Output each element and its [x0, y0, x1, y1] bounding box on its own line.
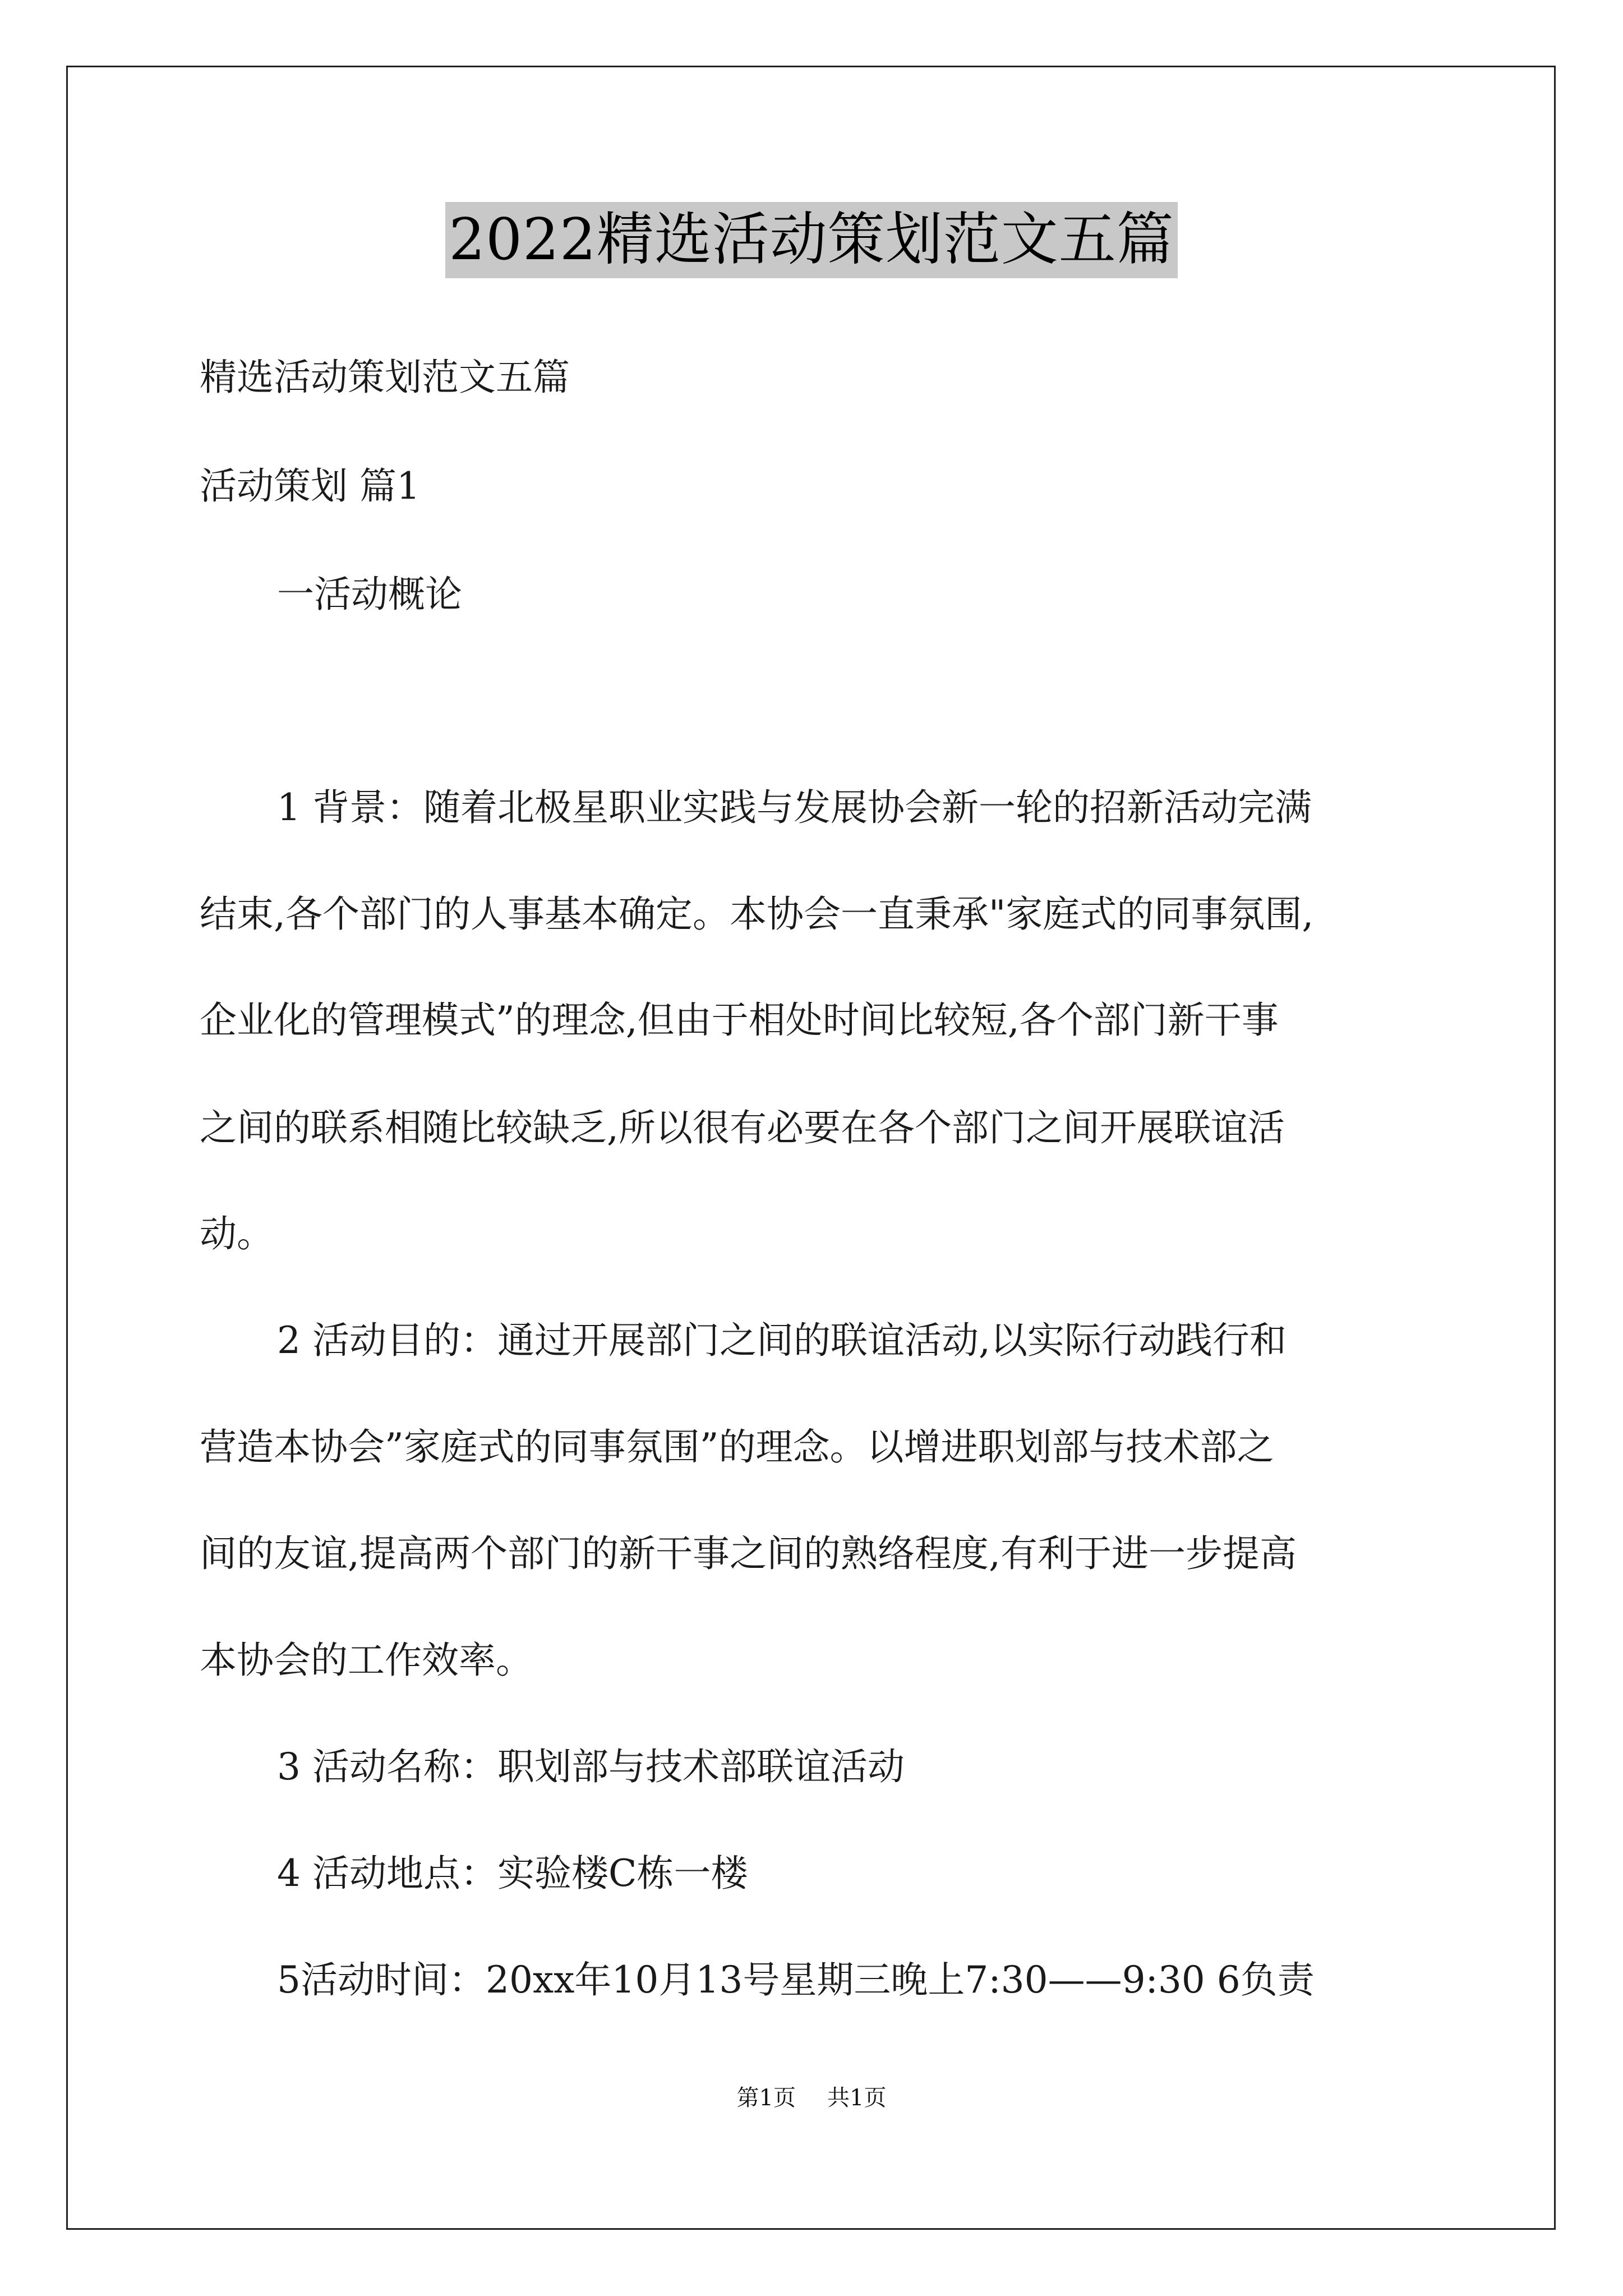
paragraph-line: 之间的联系相随比较缺乏,所以很有必要在各个部门之间开展联谊活	[200, 1106, 1285, 1149]
paragraph-line: 2 活动目的：通过开展部门之间的联谊活动,以实际行动践行和	[277, 1319, 1287, 1362]
paragraph-line: 营造本协会”家庭式的同事氛围”的理念。以增进职划部与技术部之	[200, 1425, 1274, 1469]
sub-heading: 一活动概论	[277, 573, 462, 616]
paragraph-line: 动。	[200, 1212, 274, 1255]
title-area	[0, 202, 1623, 278]
paragraph-line: 5活动时间：20xx年10月13号星期三晚上7:30——9:30 6负责	[277, 1958, 1315, 2001]
paragraph-line: 结束,各个部门的人事基本确定。本协会一直秉承"家庭式的同事氛围,	[200, 892, 1314, 936]
subtitle-line: 精选活动策划范文五篇	[200, 356, 570, 399]
page-number: 第1页	[736, 2085, 796, 2111]
paragraph-line: 本协会的工作效率。	[200, 1639, 533, 1682]
page-total: 共1页	[827, 2085, 887, 2111]
document-title: 2022精选活动策划范文五篇	[445, 202, 1178, 278]
paragraph-line: 3 活动名称：职划部与技术部联谊活动	[277, 1745, 905, 1788]
section-heading: 活动策划 篇1	[200, 464, 420, 508]
paragraph-line: 4 活动地点：实验楼C栋一楼	[277, 1852, 748, 1895]
paragraph-line: 间的友谊,提高两个部门的新干事之间的熟络程度,有利于进一步提高	[200, 1532, 1297, 1575]
paragraph-line: 1 背景：随着北极星职业实践与发展协会新一轮的招新活动完满	[277, 786, 1312, 829]
page-footer	[0, 2082, 1623, 2114]
paragraph-line: 企业化的管理模式”的理念,但由于相处时间比较短,各个部门新干事	[200, 999, 1279, 1042]
